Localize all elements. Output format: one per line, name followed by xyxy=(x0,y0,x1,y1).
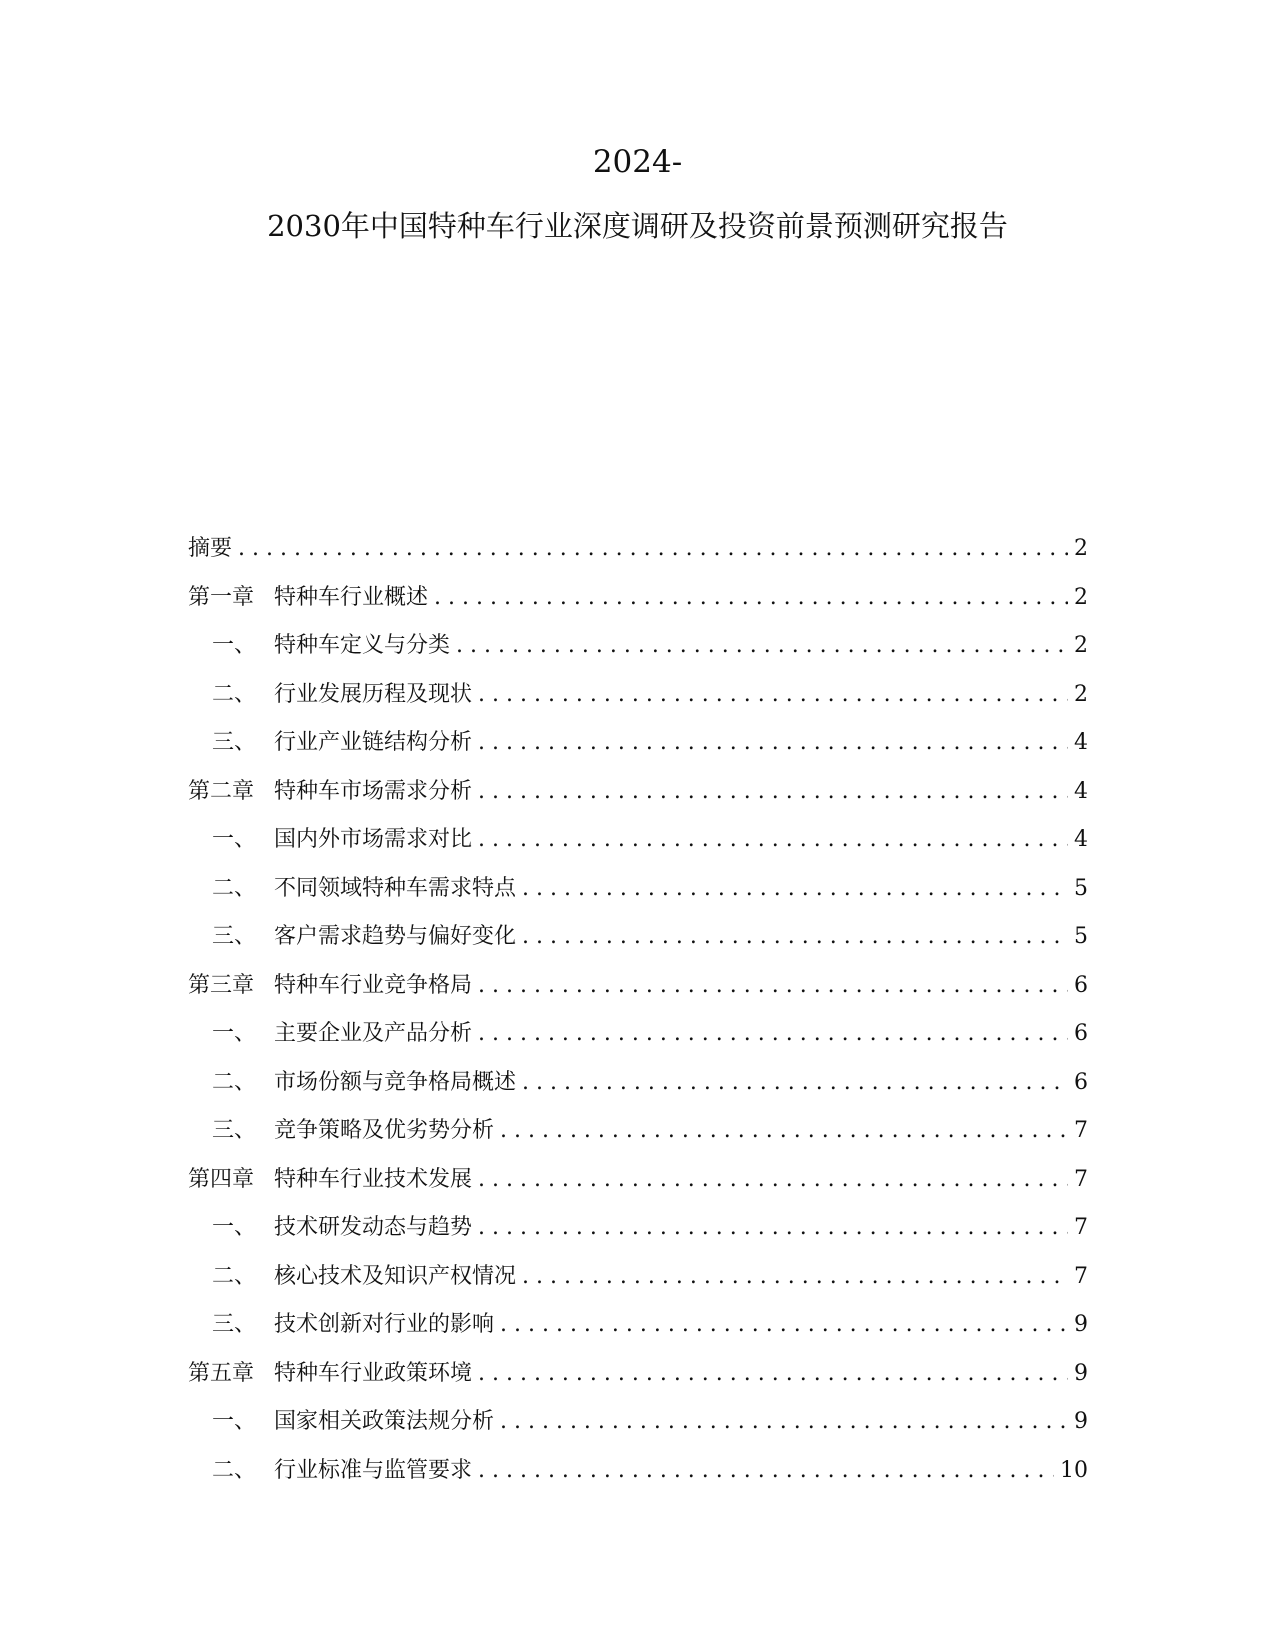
toc-entry-title: 不同领域特种车需求特点 xyxy=(274,875,517,901)
toc-section-row[interactable] xyxy=(188,728,1088,777)
toc-entry-title: 国内外市场需求对比 xyxy=(274,827,473,852)
toc-section-row[interactable] xyxy=(188,1310,1088,1359)
toc-section-row[interactable] xyxy=(188,1019,1088,1068)
toc-section-row[interactable] xyxy=(188,825,1088,874)
toc-entry-number: 三、 xyxy=(212,1312,257,1337)
toc-page-number: 7 xyxy=(1074,1166,1088,1192)
toc-page-number: 7 xyxy=(1074,1215,1088,1240)
toc-dot-leader xyxy=(478,1213,1068,1243)
toc-entry-number: 三、 xyxy=(212,924,257,949)
toc-chapter-row[interactable] xyxy=(188,777,1088,826)
toc-section-row[interactable] xyxy=(188,1407,1088,1456)
toc-dot-leader xyxy=(478,971,1068,1001)
toc-entry-title: 特种车行业技术发展 xyxy=(274,1166,473,1192)
toc-entry-number: 一、 xyxy=(212,1409,257,1434)
toc-dot-leader xyxy=(500,1407,1068,1437)
toc-section-row[interactable] xyxy=(188,1213,1088,1262)
toc-section-row[interactable] xyxy=(188,922,1088,971)
toc-page-number: 5 xyxy=(1074,875,1088,901)
toc-page-number: 2 xyxy=(1074,681,1088,707)
toc-page-number: 2 xyxy=(1074,584,1088,610)
toc-entry-title: 特种车市场需求分析 xyxy=(274,778,473,804)
toc-entry-title: 特种车行业竞争格局 xyxy=(274,972,473,998)
toc-section-row[interactable] xyxy=(188,1116,1088,1165)
toc-dot-leader xyxy=(434,583,1068,613)
toc-entry-number: 二、 xyxy=(212,681,257,707)
toc-section-row[interactable] xyxy=(188,1456,1088,1505)
toc-entry-title: 核心技术及知识产权情况 xyxy=(274,1263,517,1289)
toc-entry-number: 二、 xyxy=(212,1457,257,1483)
toc-entry-title: 主要企业及产品分析 xyxy=(274,1021,473,1046)
toc-page-number: 2 xyxy=(1074,536,1088,561)
toc-chapter-row[interactable] xyxy=(188,583,1088,632)
toc-section-row[interactable] xyxy=(188,1068,1088,1117)
toc-dot-leader xyxy=(456,631,1068,661)
toc-entry-title: 摘要 xyxy=(188,536,233,561)
toc-dot-leader xyxy=(522,874,1068,904)
toc-dot-leader xyxy=(478,777,1068,807)
toc-dot-leader xyxy=(478,1165,1068,1195)
toc-entry-number: 三、 xyxy=(212,1118,257,1143)
toc-page-number: 10 xyxy=(1060,1457,1088,1483)
toc-entry-title: 技术创新对行业的影响 xyxy=(274,1312,495,1337)
toc-entry-title: 行业发展历程及现状 xyxy=(274,681,473,707)
toc-entry-number: 第四章 xyxy=(188,1166,255,1192)
toc-entry-title: 特种车定义与分类 xyxy=(274,633,451,658)
toc-entry-number: 第五章 xyxy=(188,1360,255,1386)
toc-entry-number: 第三章 xyxy=(188,972,255,998)
toc-chapter-row[interactable] xyxy=(188,1165,1088,1214)
toc-section-row[interactable] xyxy=(188,631,1088,680)
toc-entry-title: 行业产业链结构分析 xyxy=(274,730,473,755)
toc-chapter-row[interactable] xyxy=(188,971,1088,1020)
toc-page-number: 5 xyxy=(1074,924,1088,949)
toc-dot-leader xyxy=(238,534,1068,564)
toc-entry-title: 行业标准与监管要求 xyxy=(274,1457,473,1483)
toc-page-number: 6 xyxy=(1074,1069,1088,1095)
toc-dot-leader xyxy=(478,1019,1068,1049)
toc-entry-title: 技术研发动态与趋势 xyxy=(274,1215,473,1240)
toc-entry-number: 一、 xyxy=(212,1215,257,1240)
toc-entry-title: 国家相关政策法规分析 xyxy=(274,1409,495,1434)
toc-entry-number: 第二章 xyxy=(188,778,255,804)
toc-entry-number: 一、 xyxy=(212,827,257,852)
toc-dot-leader xyxy=(478,680,1068,710)
toc-entry-title: 特种车行业政策环境 xyxy=(274,1360,473,1386)
toc-page-number: 6 xyxy=(1074,972,1088,998)
toc-chapter-row[interactable] xyxy=(188,1359,1088,1408)
toc-dot-leader xyxy=(500,1310,1068,1340)
toc-entry-title: 特种车行业概述 xyxy=(274,584,429,610)
toc-section-row[interactable] xyxy=(188,874,1088,923)
document-title xyxy=(0,142,1275,246)
toc-entry-number: 三、 xyxy=(212,730,257,755)
toc-entry-number: 一、 xyxy=(212,1021,257,1046)
toc-page-number: 4 xyxy=(1074,730,1088,755)
toc-dot-leader xyxy=(500,1116,1068,1146)
toc-chapter-row[interactable] xyxy=(188,534,1088,583)
title-line-1: 2024- xyxy=(592,144,683,180)
toc-dot-leader xyxy=(478,728,1068,758)
toc-section-row[interactable] xyxy=(188,680,1088,729)
toc-entry-title: 客户需求趋势与偏好变化 xyxy=(274,924,517,949)
toc-section-row[interactable] xyxy=(188,1262,1088,1311)
toc-entry-number: 一、 xyxy=(212,633,257,658)
toc-page-number: 6 xyxy=(1074,1021,1088,1046)
toc-page-number: 7 xyxy=(1074,1263,1088,1289)
toc-entry-number: 第一章 xyxy=(188,584,255,610)
toc-page-number: 2 xyxy=(1074,633,1088,658)
toc-dot-leader xyxy=(478,825,1068,855)
toc-dot-leader xyxy=(478,1359,1068,1389)
toc-entry-title: 竞争策略及优劣势分析 xyxy=(274,1118,495,1143)
toc-page-number: 4 xyxy=(1074,827,1088,852)
toc-dot-leader xyxy=(522,1262,1068,1292)
toc-dot-leader xyxy=(522,922,1068,952)
toc-dot-leader xyxy=(522,1068,1068,1098)
toc-dot-leader xyxy=(478,1456,1054,1486)
toc-page-number: 9 xyxy=(1074,1360,1088,1386)
toc-entry-number: 二、 xyxy=(212,1069,257,1095)
toc-entry-number: 二、 xyxy=(212,875,257,901)
title-line-2: 2030年中国特种车行业深度调研及投资前景预测研究报告 xyxy=(267,209,1008,243)
toc-entry-number: 二、 xyxy=(212,1263,257,1289)
toc-page-number: 4 xyxy=(1074,778,1088,804)
toc-page-number: 9 xyxy=(1074,1409,1088,1434)
toc-entry-title: 市场份额与竞争格局概述 xyxy=(274,1069,517,1095)
toc-page-number: 9 xyxy=(1074,1312,1088,1337)
table-of-contents xyxy=(188,534,1088,1504)
toc-page-number: 7 xyxy=(1074,1118,1088,1143)
